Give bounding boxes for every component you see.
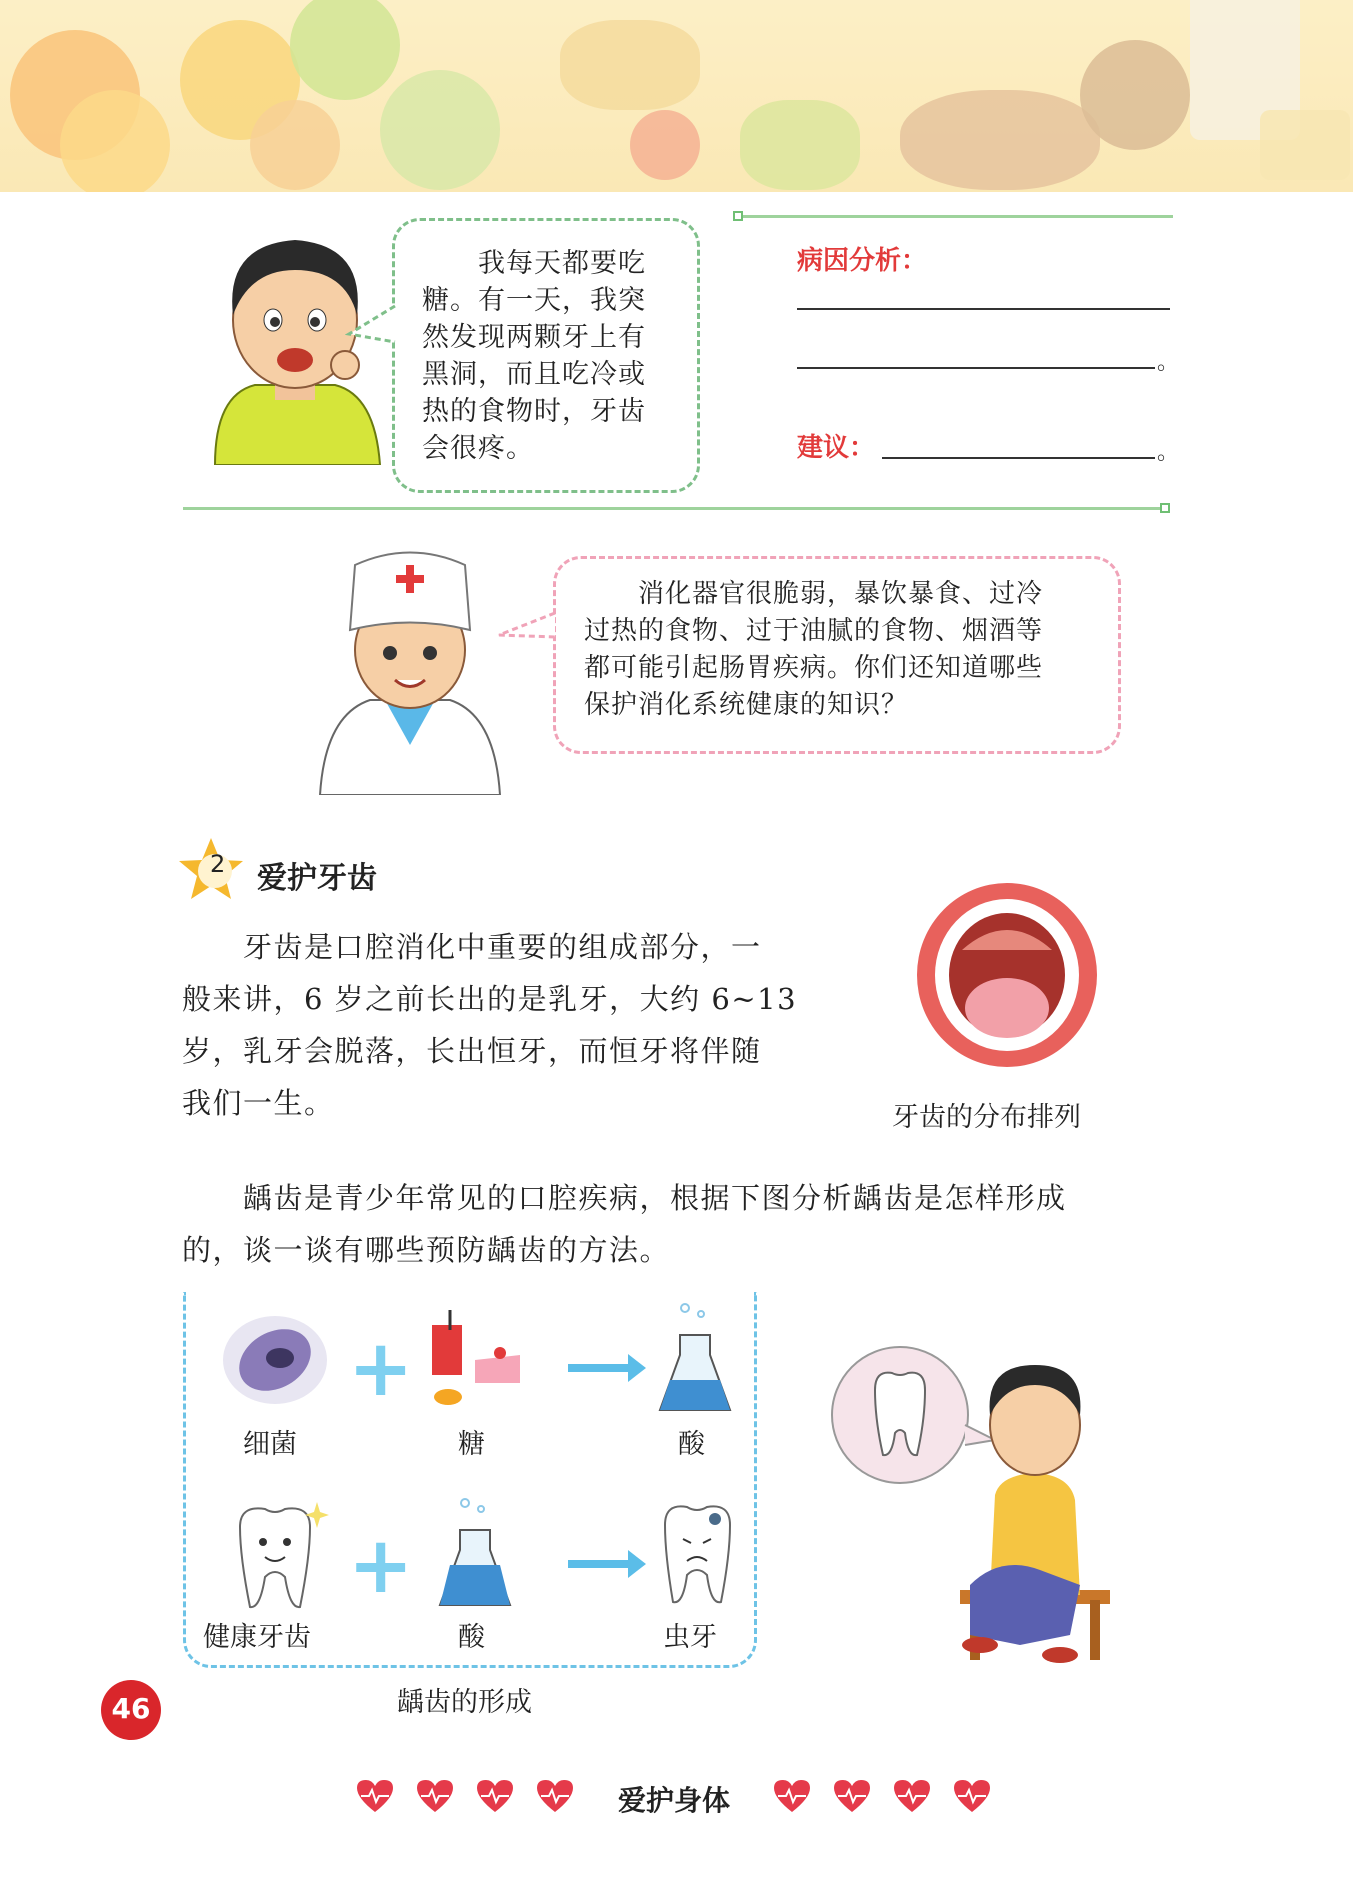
footer-hearts-left xyxy=(355,1778,575,1814)
paragraph-line: 牙齿是口腔消化中重要的组成部分，一 xyxy=(182,930,762,964)
speech-line: 保护消化系统健康的知识？ xyxy=(584,690,909,720)
heart-icon xyxy=(535,1778,575,1814)
suggestion-label: 建议： xyxy=(797,433,876,463)
speech-line: 糖。有一天，我突 xyxy=(422,285,646,316)
answer-line-2[interactable] xyxy=(797,367,1155,369)
healthy-tooth-label: 健康牙齿 xyxy=(203,1622,311,1653)
heart-icon xyxy=(355,1778,395,1814)
header-banner xyxy=(0,0,1353,192)
mouth-caption: 牙齿的分布排列 xyxy=(892,1102,1081,1133)
paragraph-line: 的，谈一谈有哪些预防龋齿的方法。 xyxy=(182,1233,671,1267)
paragraph-line: 岁，乳牙会脱落，长出恒牙，而恒牙将伴随 xyxy=(182,1034,762,1068)
period-mark: 。 xyxy=(1157,350,1180,375)
bubble-tail xyxy=(495,605,557,645)
doctor-illustration xyxy=(310,535,510,795)
plus-sign: + xyxy=(348,1324,414,1414)
doctor-speech-text xyxy=(584,576,1104,724)
section-title: 爱护牙齿 xyxy=(257,861,377,896)
acid-flask-icon xyxy=(655,1300,735,1415)
acid-flask-icon xyxy=(435,1495,515,1610)
speech-line: 都可能引起肠胃疾病。你们还知道哪些 xyxy=(584,653,1044,683)
cavity-tooth-label: 虫牙 xyxy=(663,1622,717,1653)
paragraph-line: 我们一生。 xyxy=(182,1086,335,1120)
boy-with-toothache-illustration xyxy=(820,1345,1120,1665)
decayed-tooth-icon xyxy=(655,1497,740,1607)
bubble-tail xyxy=(345,300,397,350)
page-number: 46 xyxy=(111,1692,151,1725)
teeth-paragraph xyxy=(182,921,822,1129)
heart-icon xyxy=(475,1778,515,1814)
bacteria-label: 细菌 xyxy=(243,1429,297,1460)
suggestion-answer-line[interactable] xyxy=(882,457,1155,459)
footer-hearts-right xyxy=(772,1778,992,1814)
cause-analysis-label: 病因分析： xyxy=(797,246,928,276)
divider-top-right xyxy=(743,215,1173,218)
speech-line: 会很疼。 xyxy=(422,433,534,464)
arrow-icon xyxy=(568,1364,632,1372)
line-end-marker xyxy=(733,211,743,221)
heart-icon xyxy=(952,1778,992,1814)
speech-line: 我每天都要吃 xyxy=(422,248,646,279)
speech-line: 然发现两颗牙上有 xyxy=(422,322,646,353)
heart-icon xyxy=(772,1778,812,1814)
acid-label: 酸 xyxy=(458,1622,485,1653)
paragraph-line: 般来讲，6 岁之前长出的是乳牙，大约 6~13 xyxy=(182,982,798,1016)
period-mark: 。 xyxy=(1157,440,1180,465)
plus-sign: + xyxy=(348,1521,414,1611)
heart-icon xyxy=(892,1778,932,1814)
diagram-caption: 龋齿的形成 xyxy=(397,1687,532,1718)
bacteria-icon xyxy=(220,1310,330,1410)
mouth-teeth-illustration xyxy=(912,880,1102,1070)
heart-icon xyxy=(832,1778,872,1814)
footer-title: 爱护身体 xyxy=(618,1784,731,1817)
speech-line: 黑洞，而且吃冷或 xyxy=(422,359,646,390)
boy-speech-text xyxy=(422,245,682,467)
healthy-tooth-icon xyxy=(225,1497,330,1612)
speech-line: 消化器官很脆弱，暴饮暴食、过冷 xyxy=(584,579,1044,609)
answer-line-1[interactable] xyxy=(797,308,1170,310)
line-end-marker xyxy=(1160,503,1170,513)
acid-label: 酸 xyxy=(678,1429,705,1460)
section-number: 2 xyxy=(210,850,226,878)
sugar-label: 糖 xyxy=(458,1429,485,1460)
speech-line: 过热的食物、过于油腻的食物、烟酒等 xyxy=(584,616,1044,646)
cavity-paragraph xyxy=(182,1172,1182,1276)
divider-middle xyxy=(183,507,1163,510)
arrow-icon xyxy=(568,1560,632,1568)
heart-icon xyxy=(415,1778,455,1814)
sugar-candy-icon xyxy=(420,1305,530,1415)
paragraph-line: 龋齿是青少年常见的口腔疾病，根据下图分析龋齿是怎样形成 xyxy=(182,1181,1067,1215)
speech-line: 热的食物时，牙齿 xyxy=(422,396,646,427)
